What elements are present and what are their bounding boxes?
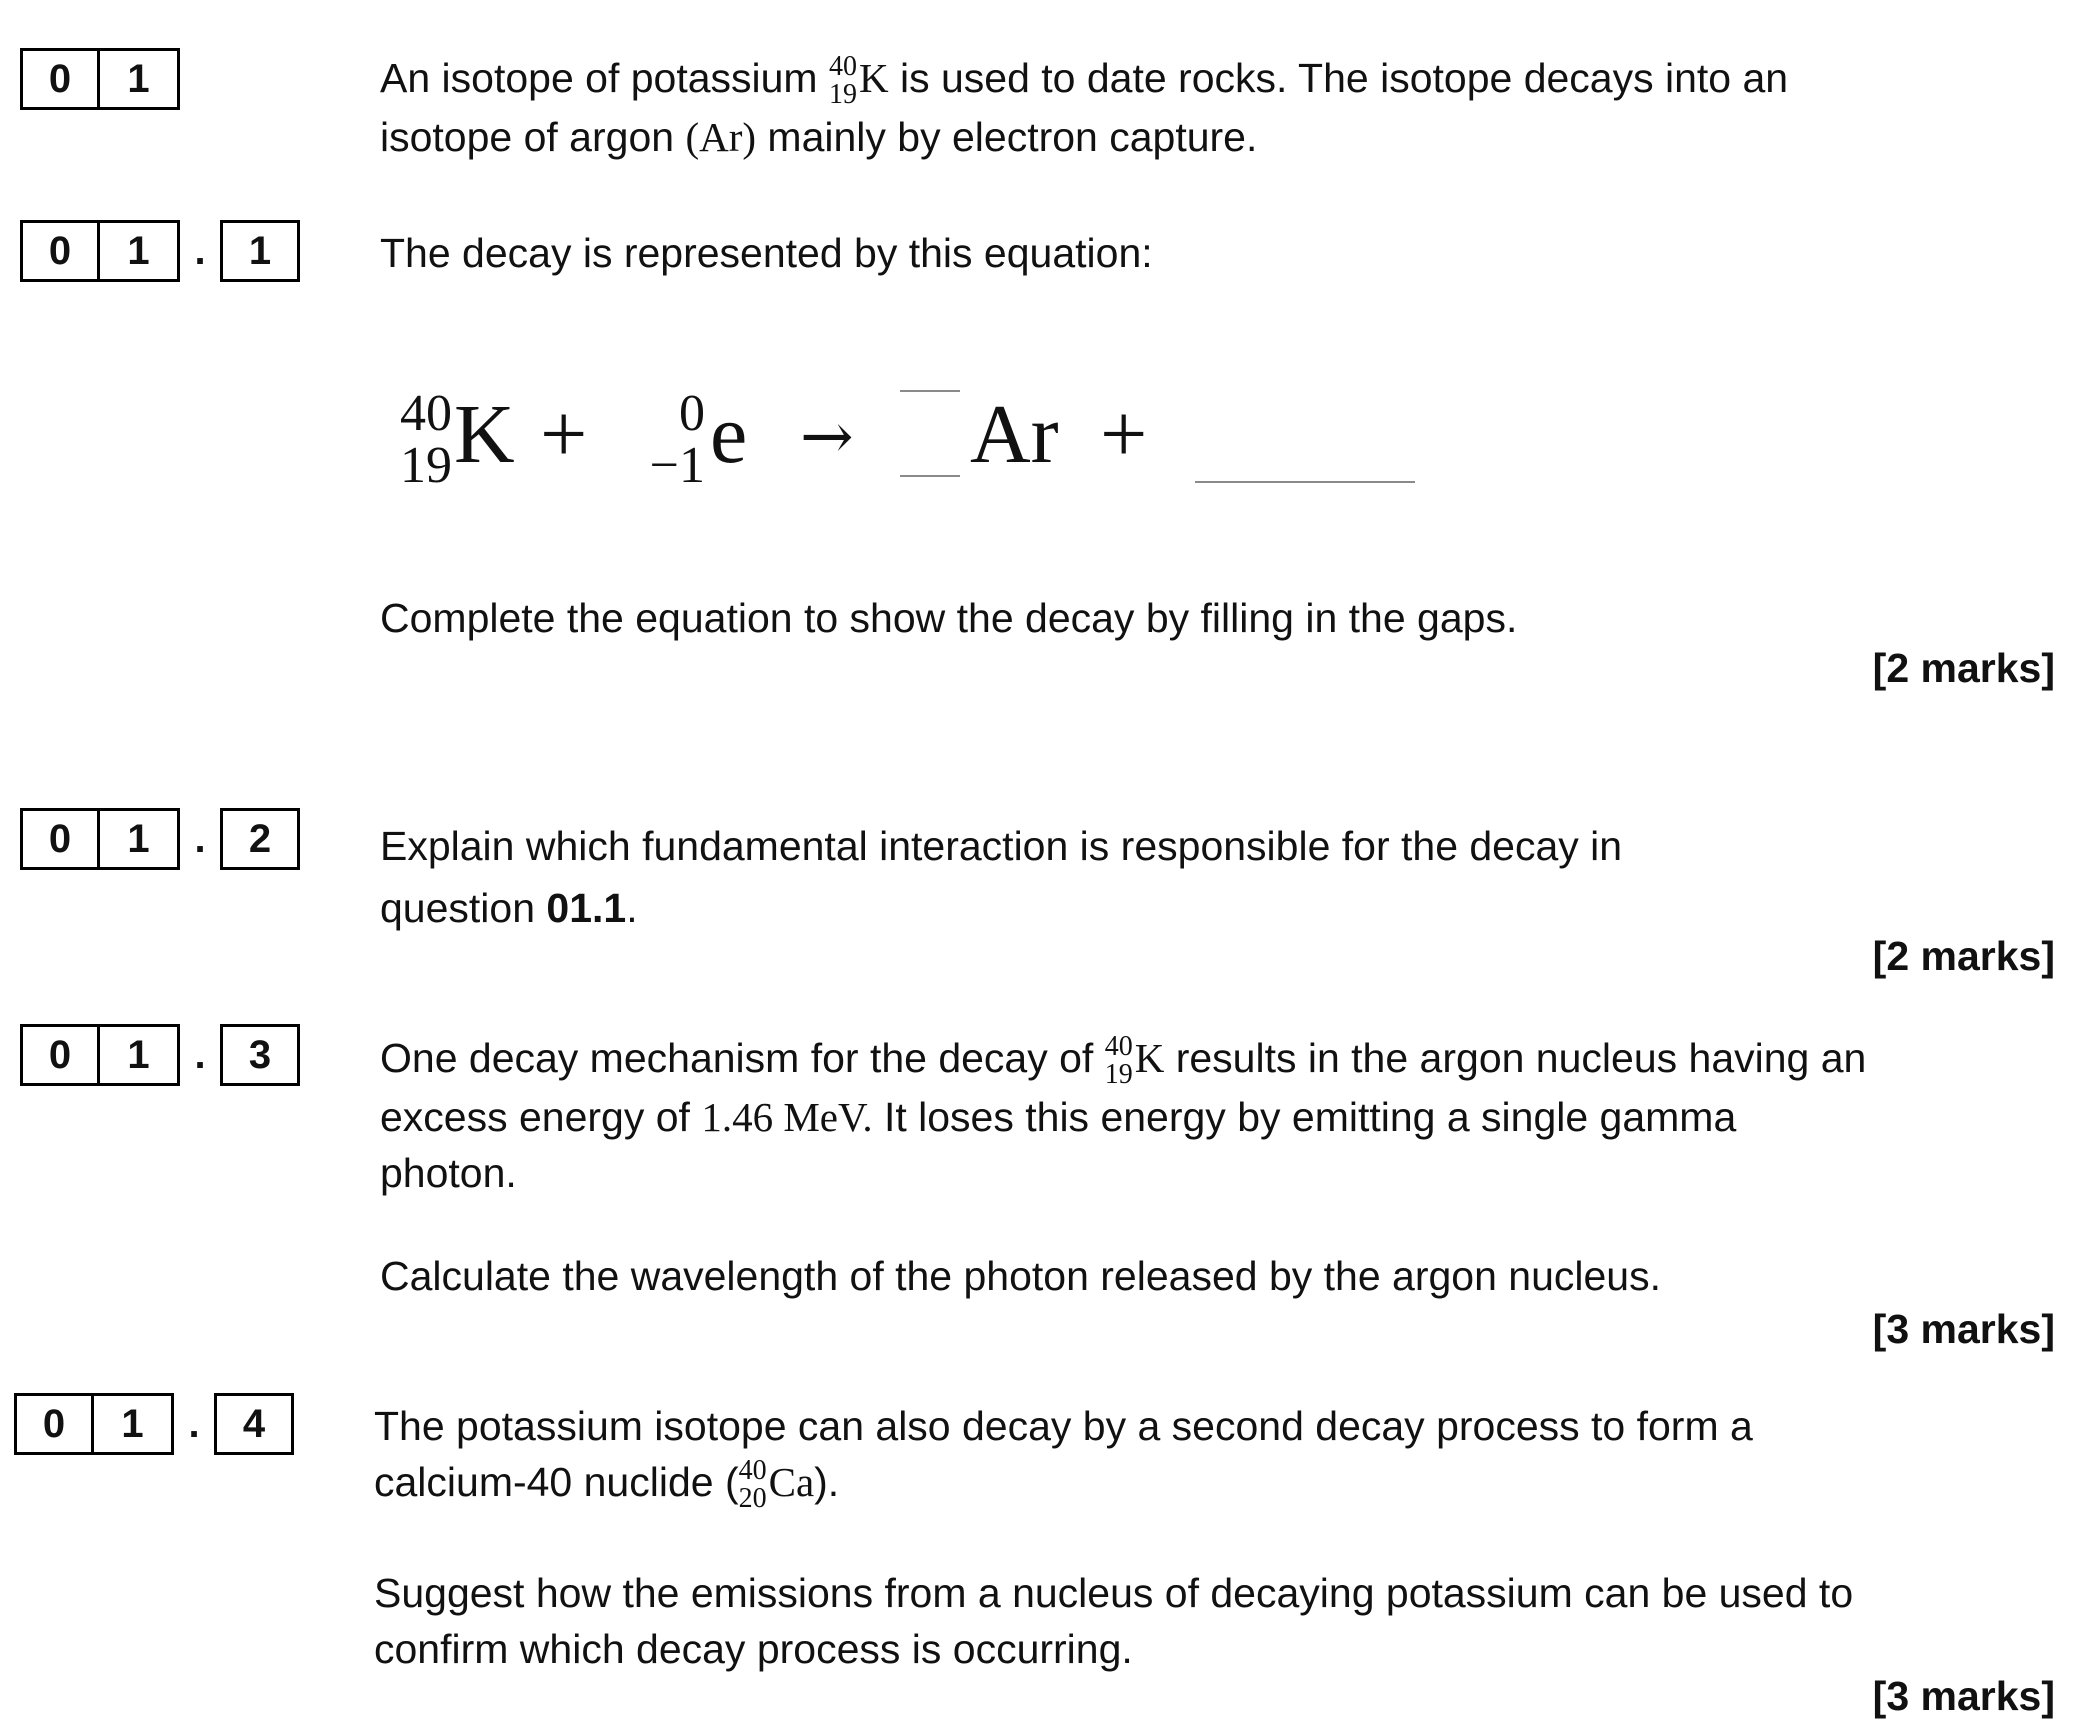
question-digit-box: 1 <box>94 1393 174 1455</box>
reaction-arrow: → <box>800 400 854 474</box>
question-text: results in the argon nucleus having an <box>1164 1035 1867 1081</box>
argon-atomic-number-gap[interactable] <box>900 475 960 477</box>
question-text: . <box>626 885 638 931</box>
K-mass-number: 40 <box>400 385 452 442</box>
question-text: It loses this energy by emitting a single gamma <box>872 1094 1737 1141</box>
energy-value: 1.46 MeV. <box>701 1094 873 1141</box>
atomic-number: 19 <box>1104 1059 1133 1091</box>
question-number-01-3 <box>20 1024 300 1086</box>
question-line: Suggest how the emissions from a nucleus of decaying potassium can be used to <box>374 1570 1854 1616</box>
question-digit-box: 0 <box>20 220 100 282</box>
question-line: photon. <box>380 1150 517 1197</box>
question-01-4-text <box>374 1398 1753 1513</box>
intro-text: An isotope of potassium <box>380 55 829 101</box>
question-line <box>380 1089 1866 1145</box>
question-digit-box: 2 <box>220 808 300 870</box>
electron-charge-number: −1 <box>649 437 705 494</box>
question-01-2-text <box>380 815 1622 939</box>
intro-line-2 <box>380 109 1788 165</box>
atomic-number: 19 <box>828 79 857 111</box>
electron-symbol: e <box>710 388 748 481</box>
question-dot: . <box>188 1401 200 1446</box>
argon-symbol: Ar <box>970 388 1059 481</box>
question-line: The potassium isotope can also decay by a second decay process to form a <box>374 1403 1753 1449</box>
question-digit-box: 1 <box>100 220 180 282</box>
element-symbol: K <box>1134 1035 1165 1081</box>
argon-symbol: (Ar) <box>685 114 757 161</box>
atomic-number: 20 <box>738 1483 767 1515</box>
potassium-nuclide <box>1105 1033 1133 1089</box>
question-reference: 01.1 <box>546 885 627 931</box>
question-digit-box: 0 <box>20 808 100 870</box>
element-symbol: K <box>858 55 889 101</box>
question-text: calcium-40 nuclide ( <box>374 1459 739 1505</box>
question-line <box>374 1454 1753 1513</box>
intro-text: mainly by electron capture. <box>756 114 1258 161</box>
K-symbol: K <box>454 388 515 481</box>
mass-number: 40 <box>1104 1031 1133 1063</box>
question-digit-box: 1 <box>100 48 180 110</box>
question-text: One decay mechanism for the decay of <box>380 1035 1105 1081</box>
question-01-1-instruction: Complete the equation to show the decay by filling in the gaps. <box>380 595 1518 641</box>
question-01-1-prompt: The decay is represented by this equation: <box>380 230 1153 276</box>
question-digit-box: 3 <box>220 1024 300 1086</box>
question-digit-box: 0 <box>20 1024 100 1086</box>
question-01-3-instruction: Calculate the wavelength of the photon released by the argon nucleus. <box>380 1253 1661 1299</box>
marks-label: [2 marks] <box>1872 645 2055 691</box>
question-dot: . <box>194 816 206 861</box>
question-text: excess energy of <box>380 1094 702 1141</box>
plus-sign: + <box>540 388 588 481</box>
question-digit-box: 0 <box>20 48 100 110</box>
electron-mass-number: 0 <box>679 385 705 442</box>
intro-text: is used to date rocks. The isotope decays into an <box>888 55 1789 101</box>
question-line: Explain which fundamental interaction is responsible for the decay in <box>380 823 1623 869</box>
marks-label: [2 marks] <box>1872 933 2055 979</box>
question-text: question <box>380 885 547 931</box>
intro-line-1 <box>380 50 1788 109</box>
question-line: confirm which decay process is occurring. <box>374 1626 1133 1672</box>
question-dot: . <box>194 228 206 273</box>
question-line <box>380 877 1622 939</box>
calcium-nuclide <box>739 1457 767 1513</box>
plus-sign: + <box>1100 388 1148 481</box>
potassium-nuclide <box>829 53 857 109</box>
question-digit-box: 1 <box>220 220 300 282</box>
product-gap[interactable] <box>1195 481 1415 483</box>
question-number-01 <box>20 48 180 110</box>
question-digit-box: 1 <box>100 1024 180 1086</box>
question-digit-box: 0 <box>14 1393 94 1455</box>
mass-number: 40 <box>828 51 857 83</box>
K-atomic-number: 19 <box>400 437 452 494</box>
question-digit-box: 4 <box>214 1393 294 1455</box>
question-number-01-2 <box>20 808 300 870</box>
question-number-01-1 <box>20 220 300 282</box>
argon-mass-number-gap[interactable] <box>900 390 960 392</box>
question-01-3-text <box>380 1030 1866 1201</box>
marks-label: [3 marks] <box>1872 1673 2055 1719</box>
question-01-intro <box>380 50 1788 165</box>
question-line <box>380 1030 1866 1089</box>
marks-label: [3 marks] <box>1872 1306 2055 1352</box>
element-symbol: Ca <box>768 1459 815 1505</box>
question-text: ). <box>814 1459 840 1505</box>
question-number-01-4 <box>14 1393 294 1455</box>
question-digit-box: 1 <box>100 808 180 870</box>
intro-text: isotope of argon <box>380 114 686 161</box>
question-01-4-instruction <box>374 1565 1853 1677</box>
mass-number: 40 <box>738 1455 767 1487</box>
question-dot: . <box>194 1032 206 1077</box>
